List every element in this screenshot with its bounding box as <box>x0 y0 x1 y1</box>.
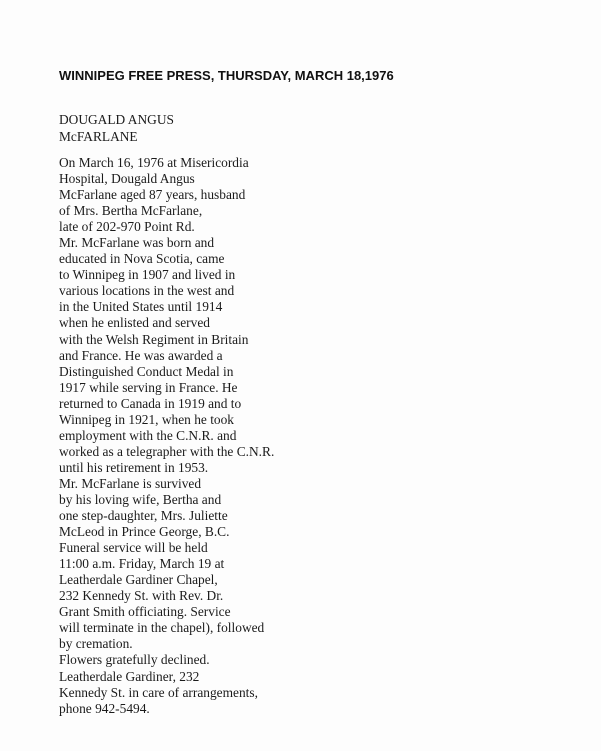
obituary-line: educated in Nova Scotia, came <box>59 251 225 267</box>
obituary-line: various locations in the west and <box>59 283 235 299</box>
obituary-line: phone 942-5494. <box>59 700 150 716</box>
obituary-line: On March 16, 1976 at Misericordia <box>59 155 249 170</box>
obituary-line: by his loving wife, Bertha and <box>59 491 222 507</box>
obituary-line: McFarlane aged 87 years, husband <box>59 187 246 203</box>
obituary-line: Leatherdale Gardiner, 232 <box>59 668 200 684</box>
obituary-line: of Mrs. Bertha McFarlane, <box>59 203 203 219</box>
obituary-line: Winnipeg in 1921, when he took <box>59 411 234 427</box>
obituary-line: Grant Smith officiating. Service <box>59 604 231 620</box>
name-line-2: McFARLANE <box>59 129 138 144</box>
obituary-line: will terminate in the chapel), followed <box>59 620 265 636</box>
obituary-line: and France. He was awarded a <box>59 347 223 363</box>
obituary-line: Funeral service will be held <box>59 540 208 556</box>
obituary-line: until his retirement in 1953. <box>59 459 209 475</box>
name-line-1: DOUGALD ANGUS <box>59 112 174 127</box>
obituary-line: Mr. McFarlane was born and <box>59 235 215 251</box>
obituary-line: Hospital, Dougald Angus <box>59 171 195 187</box>
obituary-line: Mr. McFarlane is survived <box>59 475 202 491</box>
obituary-line: to Winnipeg in 1907 and lived in <box>59 267 236 283</box>
obituary-line: Distinguished Conduct Medal in <box>59 363 234 379</box>
newspaper-header: WINNIPEG FREE PRESS, THURSDAY, MARCH 18,1976 <box>59 68 394 83</box>
obituary-line: Leatherdale Gardiner Chapel, <box>59 572 218 588</box>
obituary-line: 11:00 a.m. Friday, March 19 at <box>59 556 225 572</box>
obituary-line: employment with the C.N.R. and <box>59 427 237 443</box>
deceased-name <box>59 111 174 145</box>
obituary-line: in the United States until 1914 <box>59 299 223 315</box>
obituary-line: by cremation. <box>59 636 133 652</box>
obituary-line: returned to Canada in 1919 and to <box>59 395 242 411</box>
obituary-line: when he enlisted and served <box>59 315 210 331</box>
obituary-line: worked as a telegrapher with the C.N.R. <box>59 443 275 459</box>
obituary-line: 232 Kennedy St. with Rev. Dr. <box>59 588 224 604</box>
obituary-line: McLeod in Prince George, B.C. <box>59 524 230 540</box>
obituary-line: with the Welsh Regiment in Britain <box>59 331 249 347</box>
obituary-body <box>59 155 274 717</box>
obituary-line: late of 202-970 Point Rd. <box>59 219 195 235</box>
obituary-line: Flowers gratefully declined. <box>59 652 210 668</box>
obituary-line: Kennedy St. in care of arrangements, <box>59 684 258 700</box>
obituary-line: 1917 while serving in France. He <box>59 379 238 395</box>
obituary-line: one step-daughter, Mrs. Juliette <box>59 508 228 524</box>
